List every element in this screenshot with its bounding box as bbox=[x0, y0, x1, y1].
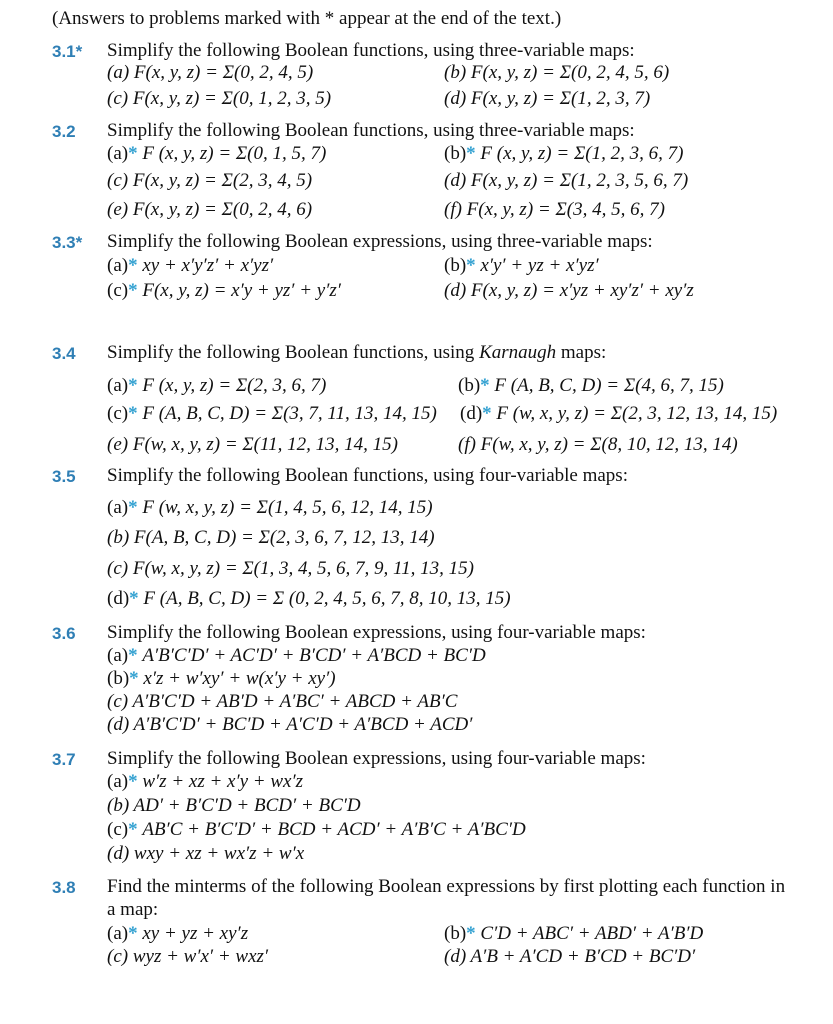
problem-3-1-c: (c) F(x, y, z) = Σ(0, 1, 2, 3, 5) bbox=[107, 88, 332, 109]
problem-3-1-a: (a) F(x, y, z) = Σ(0, 2, 4, 5) bbox=[107, 62, 314, 83]
problem-3-4-a: (a)* F (x, y, z) = Σ(2, 3, 6, 7) bbox=[107, 375, 327, 396]
star-icon: * bbox=[128, 771, 138, 792]
problem-3-4-e: (e) F(w, x, y, z) = Σ(11, 12, 13, 14, 15) bbox=[107, 434, 398, 455]
problem-3-8-c: (c) wyz + w′x′ + wxz′ bbox=[107, 946, 269, 967]
problem-3-4-d: (d)* F (w, x, y, z) = Σ(2, 3, 12, 13, 14, 15) bbox=[460, 403, 778, 424]
problem-3-6-b: (b)* x′z + w′xy′ + w(x′y + xy′) bbox=[107, 668, 336, 689]
star-icon: * bbox=[128, 280, 138, 301]
problem-3-4-f: (f) F(w, x, y, z) = Σ(8, 10, 12, 13, 14) bbox=[458, 434, 738, 455]
problem-3-2-b: (b)* F (x, y, z) = Σ(1, 2, 3, 6, 7) bbox=[444, 143, 684, 164]
answers-note: (Answers to problems marked with * appear at the end of the text.) bbox=[52, 8, 562, 29]
problem-3-5-text: Simplify the following Boolean functions, using four-variable maps: bbox=[107, 465, 628, 486]
problem-number-3-1: 3.1* bbox=[52, 42, 83, 61]
problem-number-3-5: 3.5 bbox=[52, 467, 76, 486]
problem-number-3-8: 3.8 bbox=[52, 878, 76, 897]
problem-3-5-d: (d)* F (A, B, C, D) = Σ (0, 2, 4, 5, 6, 7, 8, 10, 13, 15) bbox=[107, 588, 511, 609]
problem-3-4-b: (b)* F (A, B, C, D) = Σ(4, 6, 7, 15) bbox=[458, 375, 724, 396]
star-icon: * bbox=[129, 588, 139, 609]
problem-number-3-3: 3.3* bbox=[52, 233, 83, 252]
problem-3-4-c: (c)* F (A, B, C, D) = Σ(3, 7, 11, 13, 14, 15) bbox=[107, 403, 437, 424]
star-icon: * bbox=[128, 403, 138, 424]
problem-3-6-text: Simplify the following Boolean expressions, using four-variable maps: bbox=[107, 622, 646, 643]
star-icon: * bbox=[128, 375, 138, 396]
problem-3-2-e: (e) F(x, y, z) = Σ(0, 2, 4, 6) bbox=[107, 199, 313, 220]
problem-number-3-6: 3.6 bbox=[52, 624, 76, 643]
problem-3-1-d: (d) F(x, y, z) = Σ(1, 2, 3, 7) bbox=[444, 88, 651, 109]
problem-3-6-a: (a)* A′B′C′D′ + AC′D′ + B′CD′ + A′BCD + BC′D bbox=[107, 645, 486, 666]
problem-number-3-2: 3.2 bbox=[52, 122, 76, 141]
star-icon: * bbox=[128, 255, 138, 276]
star-icon: * bbox=[128, 923, 138, 944]
problem-3-8-b: (b)* C′D + ABC′ + ABD′ + A′B′D bbox=[444, 923, 704, 944]
star-icon: * bbox=[128, 143, 138, 164]
star-icon: * bbox=[75, 42, 83, 61]
problem-3-7-b: (b) AD′ + B′C′D + BCD′ + BC′D bbox=[107, 795, 361, 816]
problem-3-7-d: (d) wxy + xz + wx′z + w′x bbox=[107, 843, 305, 864]
problem-3-2-a: (a)* F (x, y, z) = Σ(0, 1, 5, 7) bbox=[107, 143, 327, 164]
problem-3-1-text: Simplify the following Boolean functions, using three-variable maps: bbox=[107, 40, 635, 61]
star-icon: * bbox=[466, 923, 476, 944]
problem-3-1-b: (b) F(x, y, z) = Σ(0, 2, 4, 5, 6) bbox=[444, 62, 670, 83]
problem-3-2-f: (f) F(x, y, z) = Σ(3, 4, 5, 6, 7) bbox=[444, 199, 665, 220]
problem-3-3-a: (a)* xy + x′y′z′ + x′yz′ bbox=[107, 255, 274, 276]
star-icon: * bbox=[128, 645, 138, 666]
problem-3-2-d: (d) F(x, y, z) = Σ(1, 2, 3, 5, 6, 7) bbox=[444, 170, 689, 191]
problem-3-5-b: (b) F(A, B, C, D) = Σ(2, 3, 6, 7, 12, 13, 14) bbox=[107, 527, 435, 548]
problem-3-8-d: (d) A′B + A′CD + B′CD + BC′D′ bbox=[444, 946, 696, 967]
star-icon: * bbox=[129, 668, 139, 689]
problem-3-5-c: (c) F(w, x, y, z) = Σ(1, 3, 4, 5, 6, 7, 9, 11, 13, 15) bbox=[107, 558, 474, 579]
problem-3-8-text-line-2: a map: bbox=[107, 899, 159, 920]
star-icon: * bbox=[128, 497, 138, 518]
star-icon: * bbox=[75, 233, 83, 252]
star-icon: * bbox=[482, 403, 492, 424]
problem-3-3-d: (d) F(x, y, z) = x′yz + xy′z′ + xy′z bbox=[444, 280, 694, 301]
problem-3-4-text: Simplify the following Boolean functions, using Karnaugh maps: bbox=[107, 342, 607, 363]
problem-3-8-text-line-1: Find the minterms of the following Boolean expressions by first plotting each function in bbox=[107, 876, 786, 897]
problem-3-7-c: (c)* AB′C + B′C′D′ + BCD + ACD′ + A′B′C + A′BC′D bbox=[107, 819, 526, 840]
problem-3-5-a: (a)* F (w, x, y, z) = Σ(1, 4, 5, 6, 12, 14, 15) bbox=[107, 497, 433, 518]
problem-3-6-d: (d) A′B′C′D′ + BC′D + A′C′D + A′BCD + ACD′ bbox=[107, 714, 473, 735]
problem-3-8-a: (a)* xy + yz + xy′z bbox=[107, 923, 249, 944]
star-icon: * bbox=[480, 375, 490, 396]
star-icon: * bbox=[466, 143, 476, 164]
problem-3-6-c: (c) A′B′C′D + AB′D + A′BC′ + ABCD + AB′C bbox=[107, 691, 458, 712]
problem-3-7-text: Simplify the following Boolean expressions, using four-variable maps: bbox=[107, 748, 646, 769]
problem-number-3-7: 3.7 bbox=[52, 750, 76, 769]
problem-3-2-c: (c) F(x, y, z) = Σ(2, 3, 4, 5) bbox=[107, 170, 313, 191]
problem-3-3-text: Simplify the following Boolean expressions, using three-variable maps: bbox=[107, 231, 653, 252]
problem-3-7-a: (a)* w′z + xz + x′y + wx′z bbox=[107, 771, 304, 792]
star-icon: * bbox=[128, 819, 138, 840]
star-icon: * bbox=[466, 255, 476, 276]
problem-number-3-4: 3.4 bbox=[52, 344, 76, 363]
problem-3-3-c: (c)* F(x, y, z) = x′y + yz′ + y′z′ bbox=[107, 280, 341, 301]
problem-3-3-b: (b)* x′y′ + yz + x′yz′ bbox=[444, 255, 599, 276]
problem-3-2-text: Simplify the following Boolean functions, using three-variable maps: bbox=[107, 120, 635, 141]
